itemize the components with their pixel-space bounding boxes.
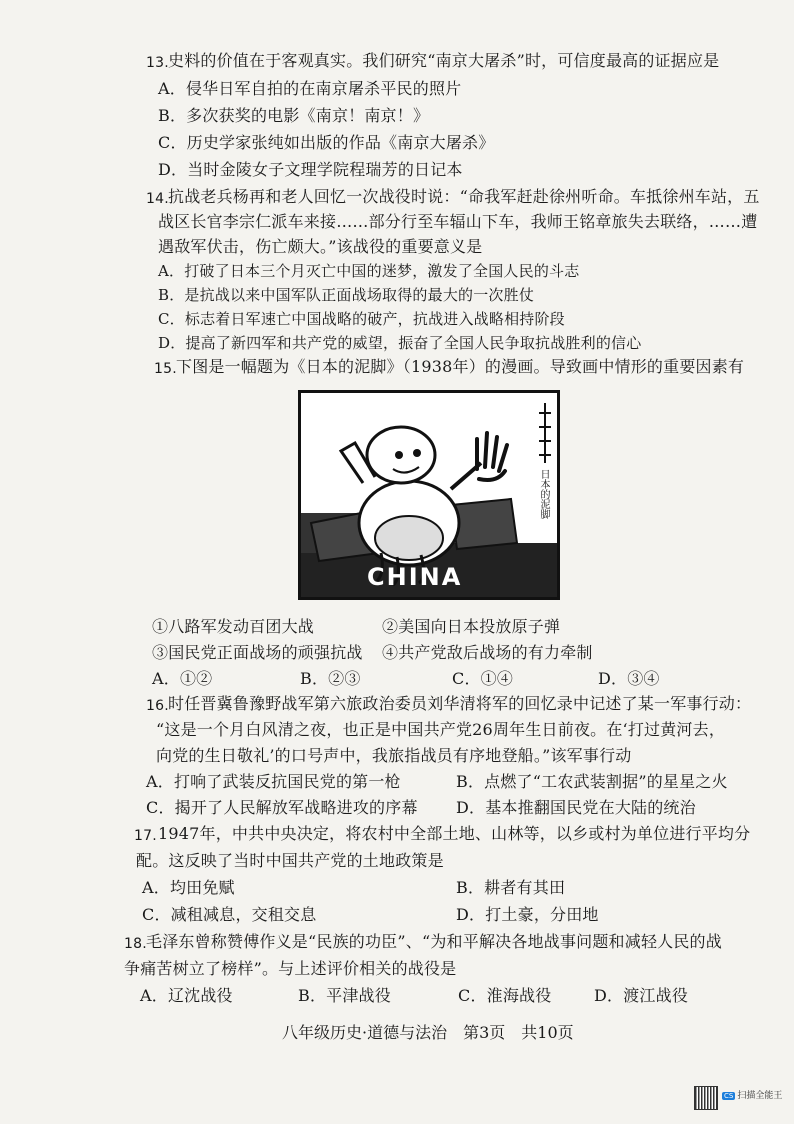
option: B．点燃了“工农武装割据”的星星之火 [456, 772, 728, 791]
question-number: 18. [124, 936, 147, 952]
question-number: 16. [146, 698, 169, 714]
scanner-watermark [722, 1088, 782, 1101]
question-stem: 毛泽东曾称赞傅作义是“民族的功臣”、“为和平解决各地战事问题和减轻人民的战 [146, 932, 722, 951]
option: D．渡江战役 [594, 986, 689, 1005]
question-number: 17. [134, 828, 157, 844]
option: D．基本推翻国民党在大陆的统治 [456, 798, 696, 817]
question-stem: 1947年，中共中央决定，将农村中全部土地、山林等，以乡或村为单位进行平均分 [158, 824, 751, 843]
question-stem: 向党的生日敬礼’的口号声中，我旅指战员有序地登船。”该军事行动 [156, 746, 632, 765]
question-number: 13. [146, 55, 169, 71]
option: B．②③ [300, 669, 361, 688]
statement-item: ④共产党敌后战场的有力牵制 [382, 643, 593, 662]
cartoon-vertical-text: 日本的泥脚 [538, 469, 549, 519]
option: B．是抗战以来中国军队正面战场取得的最大的一次胜仗 [158, 286, 535, 304]
question-stem: 争痛苦树立了榜样”。与上述评价相关的战役是 [124, 959, 457, 978]
statement-item: ③国民党正面战场的顽强抗战 [152, 643, 363, 662]
option: C．标志着日军速亡中国战略的破产，抗战进入战略相持阶段 [158, 310, 565, 328]
scanner-label: 扫描全能王 [737, 1091, 783, 1101]
option: D．打土豪，分田地 [456, 905, 599, 924]
statement-item: ①八路军发动百团大战 [152, 617, 315, 636]
option: B．多次获奖的电影《南京！南京！》 [158, 106, 430, 125]
option: D．③④ [598, 669, 660, 688]
option: D．当时金陵女子文理学院程瑞芳的日记本 [158, 160, 463, 179]
option: C．①④ [452, 669, 514, 688]
question-stem: 配。这反映了当时中国共产党的土地政策是 [136, 851, 444, 870]
question-number: 14. [146, 191, 169, 207]
question-stem: 时任晋冀鲁豫野战军第六旅政治委员刘华清将军的回忆录中记述了某一军事行动： [168, 694, 752, 713]
cartoon-caption: CHINA [367, 563, 463, 591]
scanner-logo: CS [724, 1092, 734, 1100]
question-stem: 战区长官李宗仁派车来接……部分行至车辐山下车，我师王铭章旅失去联络，……遭 [158, 212, 758, 231]
qr-code-icon [694, 1086, 718, 1110]
option: D．提高了新四军和共产党的威望，振奋了全国人民争取抗战胜利的信心 [158, 334, 642, 352]
option: C．历史学家张纯如出版的作品《南京大屠杀》 [158, 133, 495, 152]
statement-item: ②美国向日本投放原子弹 [382, 617, 561, 636]
question-stem: 下图是一幅题为《日本的泥脚》（1938年）的漫画。导致画中情形的重要因素有 [176, 357, 745, 376]
option: A．辽沈战役 [140, 986, 233, 1005]
option: A．均田免赋 [142, 878, 235, 897]
option: B．耕者有其田 [456, 878, 566, 897]
option: A．①② [152, 669, 213, 688]
question-stem: 抗战老兵杨再和老人回忆一次战役时说：“命我军赶赴徐州听命。车抵徐州车站，五 [168, 187, 760, 206]
question-number: 15. [154, 361, 177, 377]
question-stem: 遇敌军伏击，伤亡颇大。”该战役的重要意义是 [158, 237, 483, 256]
option: C．揭开了人民解放军战略进攻的序幕 [146, 798, 418, 817]
question-stem: “这是一个月白风清之夜，也正是中国共产党26周年生日前夜。在‘打过黄河去， [156, 720, 726, 739]
option: C．淮海战役 [458, 986, 552, 1005]
option: A．打破了日本三个月灭亡中国的迷梦，激发了全国人民的斗志 [158, 262, 580, 280]
option: A．侵华日军自拍的在南京屠杀平民的照片 [158, 79, 462, 98]
question-stem: 史料的价值在于客观真实。我们研究“南京大屠杀”时，可信度最高的证据应是 [168, 51, 720, 70]
option: C．减租减息，交租交息 [142, 905, 317, 924]
cartoon-image [298, 390, 560, 600]
page-footer: 八年级历史·道德与法治 第3页 共10页 [282, 1023, 574, 1042]
option: A．打响了武装反抗国民党的第一枪 [146, 772, 401, 791]
option: B．平津战役 [298, 986, 391, 1005]
